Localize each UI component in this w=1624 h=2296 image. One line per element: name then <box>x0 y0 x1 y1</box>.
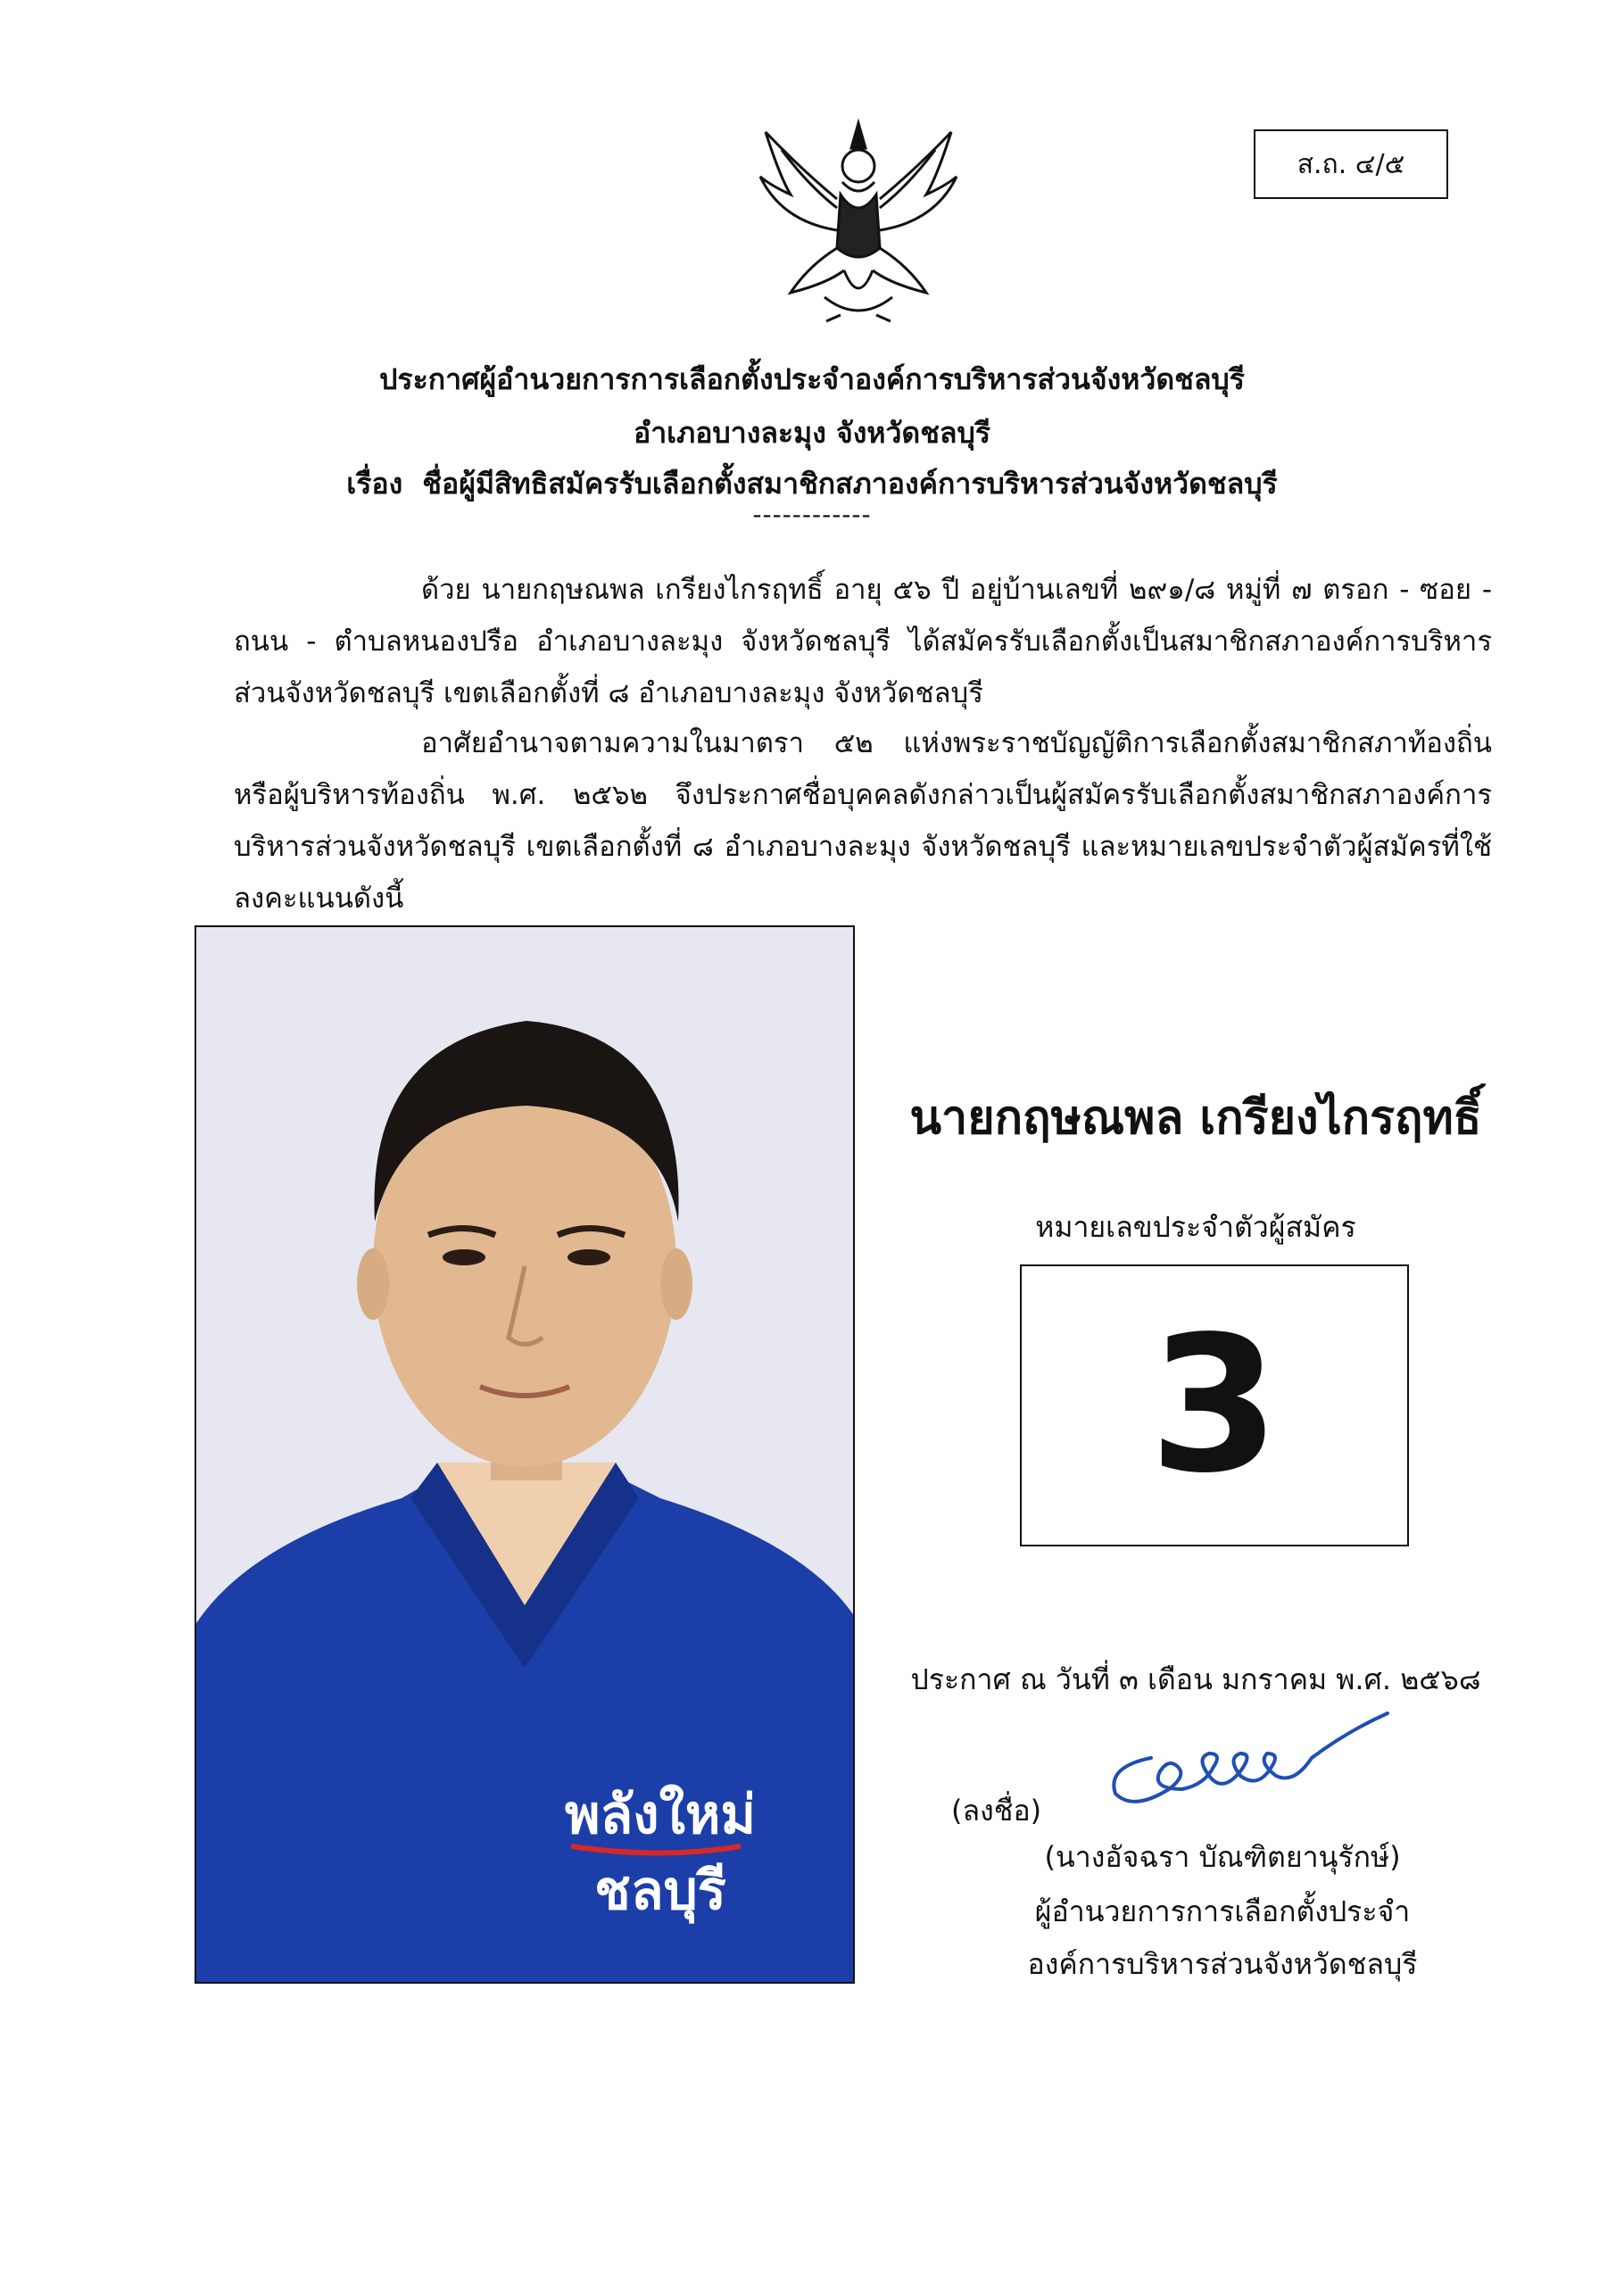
body-paragraph-1: ด้วย นายกฤษณพล เกรียงไกรฤทธิ์ อายุ ๕๖ ปี อยู่บ้านเลขที่ ๒๙๑/๘ หมู่ที่ ๗ ตรอก - ซอย - ถนน - ตำบลหนองปรือ อำเภอบางละมุง จังหวัดชลบุรี ได้สมัครรับเลือกตั้งเป็นสมาชิกสภาองค์การบริหารส่วนจังหวัดชลบุรี เขตเลือกตั้งที่ ๘ อำเภอบางละมุง จังหวัดชลบุรี <box>234 574 1492 709</box>
signer-name: (นางอัจฉรา บัณฑิตยานุรักษ์) <box>1044 1840 1401 1874</box>
subject-label: เรื่อง <box>346 467 403 501</box>
body-paragraph-2: อาศัยอำนาจตามความในมาตรา ๕๒ แห่งพระราชบัญญัติการเลือกตั้งสมาชิกสภาท้องถิ่นหรือผู้บริหารท้องถิ่น พ.ศ. ๒๕๖๒ จึงประกาศชื่อบุคคลดังกล่าวเป็นผู้สมัครรับเลือกตั้งสมาชิกสภาองค์การบริหารส่วนจังหวัดชลบุรี เขตเลือกตั้งที่ ๘ อำเภอบางละมุง จังหวัดชลบุรี และหมายเลขประจำตัวผู้สมัครที่ใช้ลงคะแนนดังนี้ <box>234 727 1492 915</box>
separator-line: ------------ <box>752 500 872 529</box>
candidate-number-label: หมายเลขประจำตัวผู้สมัคร <box>1035 1210 1356 1244</box>
candidate-photo <box>195 925 855 1984</box>
announcement-title: ประกาศผู้อำนวยการการเลือกตั้งประจำองค์การบริหารส่วนจังหวัดชลบุรี <box>379 362 1245 396</box>
signer-title-line2: องค์การบริหารส่วนจังหวัดชลบุรี <box>1027 1947 1418 1981</box>
sign-label: (ลงชื่อ) <box>951 1794 1042 1828</box>
form-code-box <box>1254 129 1448 199</box>
candidate-name: นายกฤษณพล เกรียงไกรฤทธิ์ <box>909 1091 1482 1145</box>
garuda-emblem <box>755 114 962 325</box>
subject-text: ชื่อผู้มีสิทธิสมัครรับเลือกตั้งสมาชิกสภาองค์การบริหารส่วนจังหวัดชลบุรี <box>422 467 1278 501</box>
signature-mark <box>1089 1704 1392 1829</box>
shirt-logo-line1: พลังใหม่ <box>564 1784 757 1846</box>
announcement-district: อำเภอบางละมุง จังหวัดชลบุรี <box>633 416 991 450</box>
announcement-date: ประกาศ ณ วันที่ ๓ เดือน มกราคม พ.ศ. ๒๕๖๘ <box>910 1662 1481 1696</box>
signer-title-line1: ผู้อำนวยการการเลือกตั้งประจำ <box>1034 1894 1411 1928</box>
candidate-number: 3 <box>1148 1296 1280 1514</box>
form-code: ส.ถ. ๔/๕ <box>1297 148 1405 180</box>
candidate-number-box <box>1020 1264 1409 1546</box>
candidate-portrait <box>196 927 853 1982</box>
shirt-logo-line2: ชลบุรี <box>594 1860 726 1922</box>
